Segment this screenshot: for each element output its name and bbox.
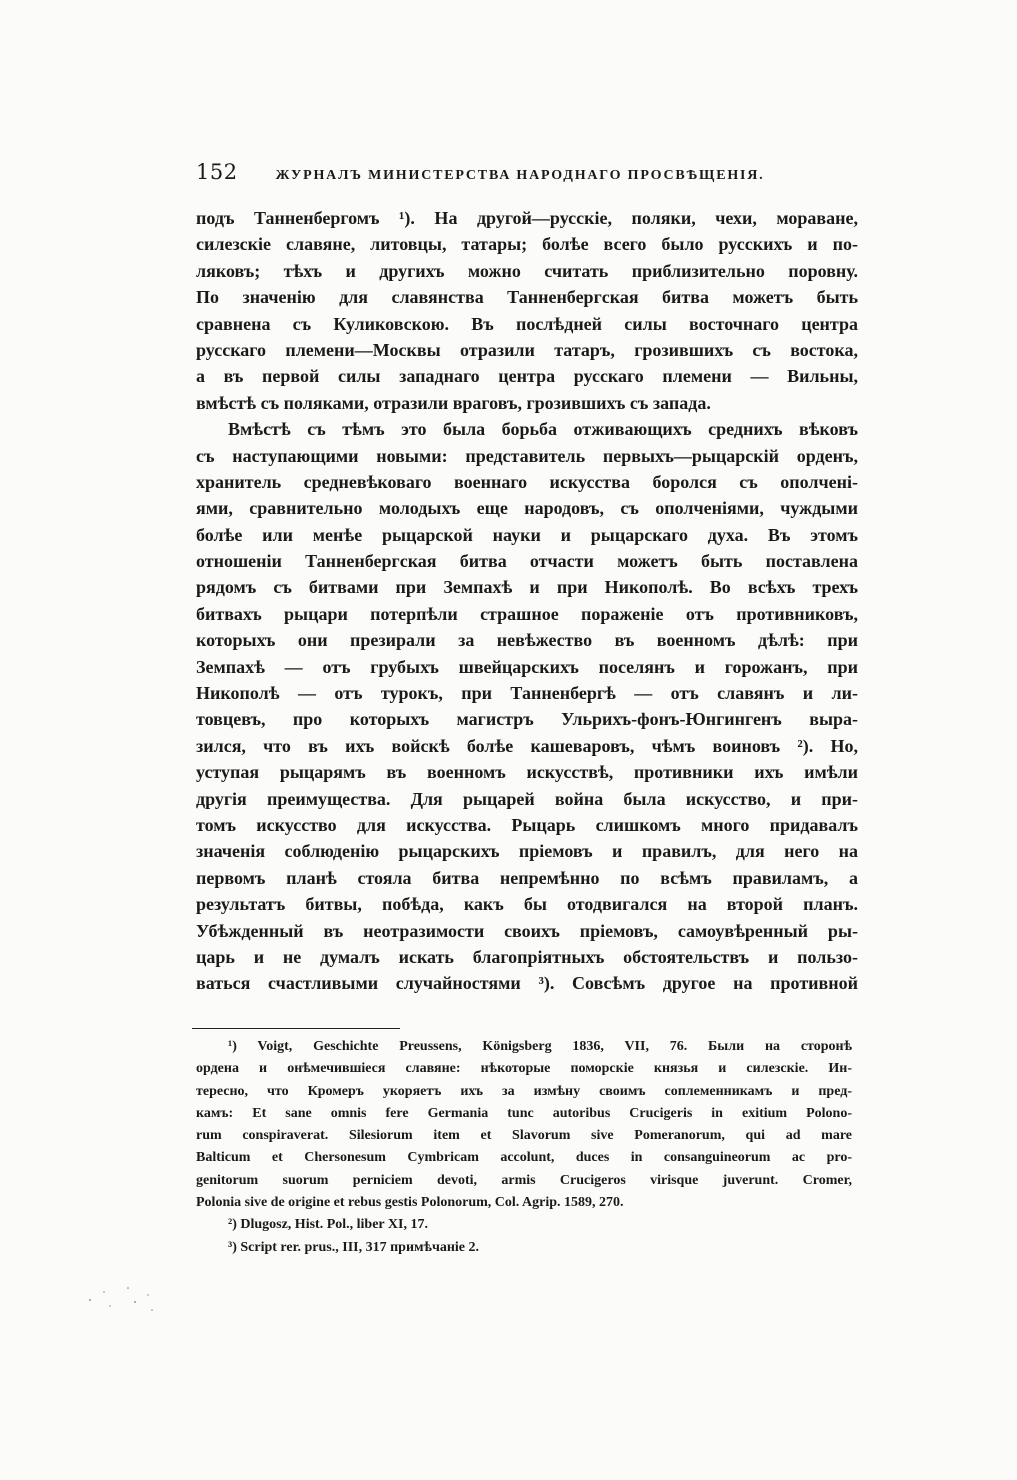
text-line: Никополѣ — отъ турокъ, при Танненбергѣ — отъ славянъ и ли- — [196, 683, 858, 704]
text-line: томъ искусство для искусства. Рыцарь слишкомъ много придавалъ — [196, 814, 858, 835]
footnotes — [196, 1036, 852, 1259]
footnote-2: ²) Dlugosz, Hist. Pol., liber XI, 17. — [228, 1217, 428, 1233]
text-line: русскаго племени—Москвы отразили татаръ, грозившихъ съ востока, — [196, 339, 858, 360]
footnote-line: Balticum et Chersonesum Cymbricam accolunt, duces in consanguineorum ac pro- — [196, 1150, 852, 1166]
footnote-line: genitorum suorum perniciem devoti, armis Crucigeros virisque juverunt. Cromer, — [196, 1172, 852, 1188]
text-line: Убѣжденный въ неотразимости своихъ пріемовъ, самоувѣренный ры- — [196, 920, 858, 941]
footnote-line: Polonia sive de origine et rebus gestis Polonorum, Col. Agrip. 1589, 270. — [196, 1195, 624, 1211]
main-text — [196, 205, 858, 997]
text-line: битвахъ рыцари потерпѣли страшное пораженіе отъ противниковъ, — [196, 603, 858, 624]
text-line: болѣе или менѣе рыцарской науки и рыцарскаго духа. Въ этомъ — [196, 524, 858, 545]
text-line: результатъ битвы, побѣда, какъ бы отодвигался на второй планъ. — [196, 894, 858, 915]
text-line: ями, сравнительно молодыхъ еще народовъ, съ ополченіями, чуждыми — [196, 498, 858, 519]
text-line: Вмѣстѣ съ тѣмъ это была борьба отживающихъ среднихъ вѣковъ — [228, 419, 858, 440]
footnote-line: тересно, что Кромеръ укоряетъ ихъ за измѣну своимъ соплеменникамъ и пред- — [196, 1083, 852, 1099]
text-line: другія преимущества. Для рыцарей война была искусство, и при- — [196, 788, 858, 809]
footnote-3: ³) Script rer. prus., III, 317 примѣчаніе 2. — [228, 1239, 480, 1255]
scan-specks — [80, 1280, 170, 1320]
page-number: 152 — [196, 160, 238, 184]
text-line: хранитель средневѣковаго военнаго искусства боролся съ ополчені- — [196, 471, 858, 492]
text-line: ваться счастливыми случайностями ³). Совсѣмъ другое на противной — [196, 973, 858, 994]
text-line: вмѣстѣ съ поляками, отразили враговъ, грозившихъ съ запада. — [196, 392, 711, 413]
text-line: отношеніи Танненбергская битва отчасти можетъ быть поставлена — [196, 551, 858, 572]
footnote-line: ордена и онѣмечившіеся славяне: нѣкоторые поморскіе князья и силезскіе. Ин- — [196, 1061, 852, 1077]
footnote-line: ¹) Voigt, Geschichte Preussens, Königsberg 1836, VII, 76. Были на сторонѣ — [228, 1039, 852, 1054]
footnote-line: камъ: Et sane omnis fere Germania tunc autoribus Crucigeris in exitium Polono- — [196, 1105, 852, 1121]
text-line: уступая рыцарямъ въ военномъ искусствѣ, противники ихъ имѣли — [196, 762, 858, 783]
text-line: царь и не думалъ искать благопріятныхъ обстоятельствъ и пользо- — [196, 946, 858, 967]
footnote-line: rum conspiraverat. Silesiorum item et Slavorum sive Pomeranorum, qui ad mare — [196, 1128, 852, 1144]
text-line: рядомъ съ битвами при Земпахѣ и при Никополѣ. Во всѣхъ трехъ — [196, 577, 858, 598]
text-line: ляковъ; тѣхъ и другихъ можно считать приблизительно поровну. — [196, 260, 858, 281]
running-title: ЖУРНАЛЪ МИНИСТЕРСТВА НАРОДНАГО ПРОСВѢЩЕНІЯ. — [275, 168, 765, 183]
text-line: первомъ планѣ стояла битва непремѣнно по всѣмъ правиламъ, а — [196, 867, 858, 888]
text-line: По значенію для славянства Танненбергская битва можетъ быть — [196, 287, 858, 308]
page-header — [196, 160, 856, 184]
text-line: значенія соблюденію рыцарскихъ пріемовъ и правилъ, для него на — [196, 841, 858, 862]
text-line: товцевъ, про которыхъ магистръ Ульрихъ-фонъ-Юнгингенъ выра- — [196, 709, 858, 730]
text-line: сравнена съ Куликовскою. Въ послѣдней силы восточнаго центра — [196, 313, 858, 334]
text-line: зился, что въ ихъ войскѣ болѣе кашеваровъ, чѣмъ воиновъ ²). Но, — [196, 735, 858, 756]
text-line: съ наступающими новыми: представитель первыхъ—рыцарскій орденъ, — [196, 445, 858, 466]
text-line: силезскіе славяне, литовцы, татары; болѣе всего было русскихъ и по- — [196, 234, 858, 255]
text-line: а въ первой силы западнаго центра русскаго племени — Вильны, — [196, 366, 858, 387]
footnote-divider — [192, 1028, 400, 1029]
text-line: которыхъ они презирали за невѣжество въ военномъ дѣлѣ: при — [196, 630, 858, 651]
text-line: подъ Танненбергомъ ¹). На другой—русскіе, поляки, чехи, мораване, — [196, 208, 858, 228]
text-line: Земпахѣ — отъ грубыхъ швейцарскихъ поселянъ и горожанъ, при — [196, 656, 858, 677]
